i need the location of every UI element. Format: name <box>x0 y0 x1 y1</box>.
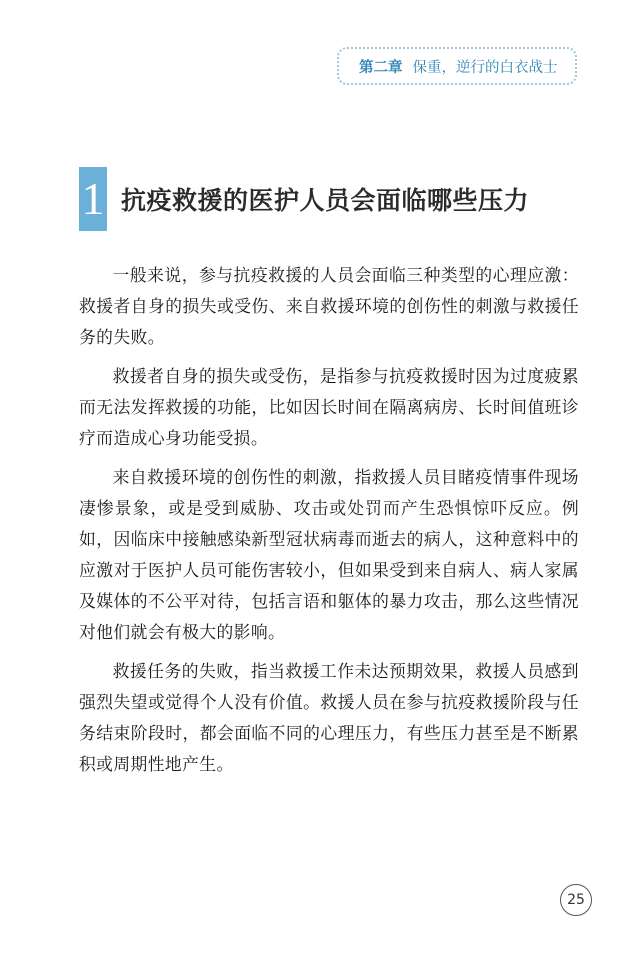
paragraph-3: 来自救援环境的创伤性的刺激，指救援人员目睹疫情事件现场凄惨景象，或是受到威胁、攻击或处罚而产生恐惧惊吓反应。例如，因临床中接触感染新型冠状病毒而逝去的病人，这种意料中的应激对于医护人员可能伤害较小，但如果受到来自病人、病人家属及媒体的不公平对待，包括言语和躯体的暴力攻击，那么这些情况对他们就会有极大的影响。 <box>79 467 579 642</box>
paragraph-1: 一般来说，参与抗疫救援的人员会面临三种类型的心理应激：救援者自身的损失或受伤、来自救援环境的创伤性的刺激与救援任务的失败。 <box>79 265 579 347</box>
paragraph-4: 救援任务的失败，指当救援工作未达预期效果，救援人员感到强烈失望或觉得个人没有价值。救援人员在参与抗疫救援阶段与任务结束阶段时，都会面临不同的心理压力，有些压力甚至是不断累积或周期性地产生。 <box>79 661 579 774</box>
section-number-badge: 1 <box>79 167 107 231</box>
chapter-header <box>337 47 577 85</box>
paragraph-2: 救援者自身的损失或受伤，是指参与抗疫救援时因为过度疲累而无法发挥救援的功能，比如因长时间在隔离病房、长时间值班诊疗而造成心身功能受损。 <box>79 366 579 448</box>
page-number: 25 <box>560 884 592 916</box>
section-heading <box>79 167 529 231</box>
body-text <box>79 260 579 788</box>
chapter-title: 保重，逆行的白衣战士 <box>412 59 558 76</box>
chapter-number: 第二章 <box>359 59 403 76</box>
section-title: 抗疫救援的医护人员会面临哪些压力 <box>121 186 530 215</box>
